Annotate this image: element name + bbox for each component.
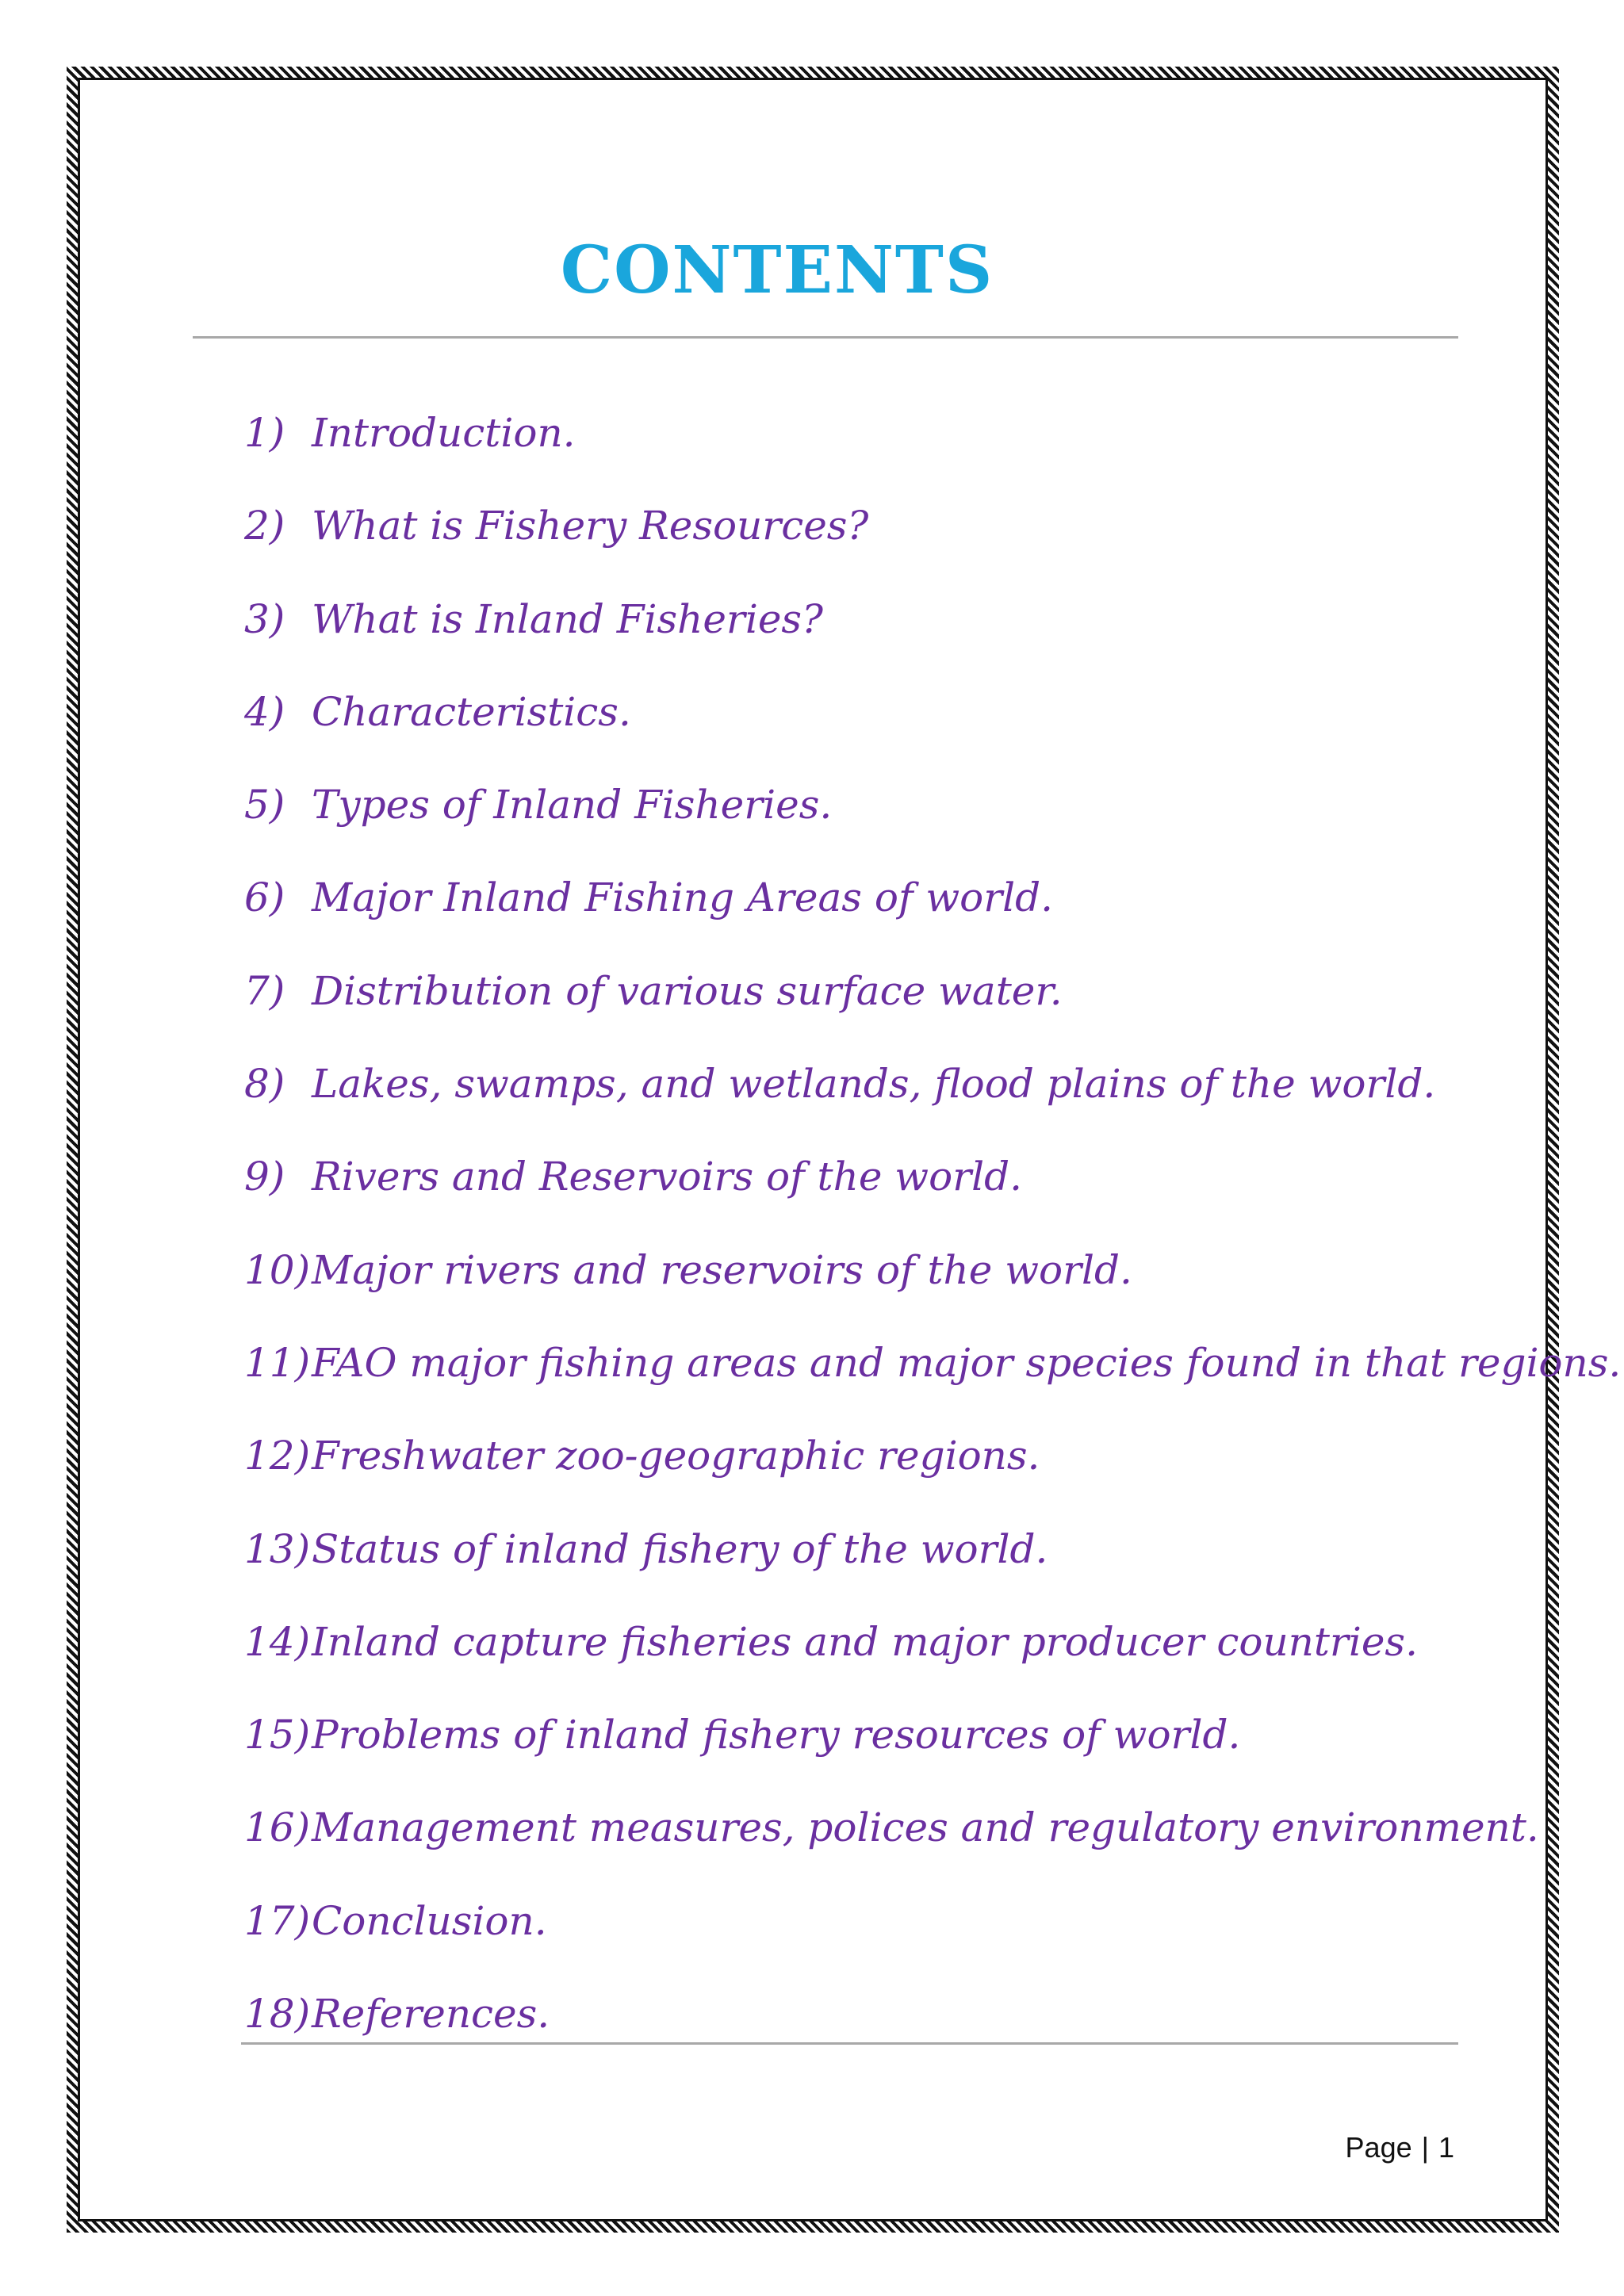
toc-number: 5) <box>244 782 285 828</box>
toc-item-17 <box>244 1891 1621 1984</box>
toc-text: References. <box>312 1991 550 2038</box>
toc-number: 15) <box>244 1712 311 1758</box>
toc-text: FAO major fishing areas and major species found in that regions. <box>312 1339 1622 1386</box>
toc-text: Management measures, polices and regulatory environment. <box>312 1804 1539 1851</box>
toc-number: 14) <box>244 1618 311 1665</box>
toc-item-12 <box>244 1425 1621 1518</box>
toc-text: Rivers and Reservoirs of the world. <box>312 1154 1022 1200</box>
toc-text: Introduction. <box>312 410 576 456</box>
toc-number: 12) <box>244 1433 311 1479</box>
title-divider <box>193 336 1458 339</box>
footer-divider <box>241 2042 1458 2045</box>
toc-number: 6) <box>244 874 285 921</box>
table-of-contents <box>244 403 1621 2076</box>
toc-item-15 <box>244 1705 1621 1797</box>
toc-number: 1) <box>244 410 285 456</box>
toc-item-13 <box>244 1519 1621 1612</box>
page-separator: | <box>1421 2131 1429 2164</box>
toc-text: Major rivers and reservoirs of the world. <box>312 1246 1132 1293</box>
toc-number: 18) <box>244 1991 311 2038</box>
toc-item-9 <box>244 1146 1621 1239</box>
toc-number: 3) <box>244 595 285 642</box>
toc-text: What is Inland Fisheries? <box>312 595 823 642</box>
toc-number: 11) <box>244 1339 311 1386</box>
toc-number: 4) <box>244 688 285 735</box>
toc-number: 9) <box>244 1154 285 1200</box>
page-label: Page <box>1345 2131 1412 2164</box>
toc-item-1 <box>244 403 1621 496</box>
toc-number: 2) <box>244 503 285 549</box>
toc-text: Inland capture fisheries and major producer countries. <box>312 1618 1418 1665</box>
toc-text: Status of inland fishery of the world. <box>312 1525 1048 1572</box>
toc-text: Distribution of various surface water. <box>312 967 1063 1014</box>
toc-text: Major Inland Fishing Areas of world. <box>312 874 1054 921</box>
toc-text: Problems of inland fishery resources of world. <box>312 1712 1241 1758</box>
toc-item-14 <box>244 1612 1621 1705</box>
toc-item-2 <box>244 496 1621 588</box>
page-title: CONTENTS <box>560 232 994 308</box>
toc-item-7 <box>244 961 1621 1054</box>
toc-text: Types of Inland Fisheries. <box>312 782 833 828</box>
toc-number: 17) <box>244 1897 311 1944</box>
toc-item-10 <box>244 1240 1621 1333</box>
toc-number: 16) <box>244 1804 311 1851</box>
toc-text: Characteristics. <box>312 688 631 735</box>
toc-item-4 <box>244 682 1621 775</box>
page-number: 1 <box>1438 2131 1454 2164</box>
toc-number: 10) <box>244 1246 311 1293</box>
toc-item-3 <box>244 589 1621 682</box>
toc-text: What is Fishery Resources? <box>312 503 869 549</box>
toc-item-18 <box>244 1984 1621 2076</box>
toc-text: Freshwater zoo-geographic regions. <box>312 1433 1040 1479</box>
toc-number: 7) <box>244 967 285 1014</box>
page-footer <box>1346 2131 1454 2164</box>
toc-item-5 <box>244 775 1621 867</box>
toc-item-6 <box>244 867 1621 960</box>
toc-text: Conclusion. <box>312 1897 547 1944</box>
toc-text: Lakes, swamps, and wetlands, flood plains of the world. <box>312 1061 1436 1108</box>
toc-number: 13) <box>244 1525 311 1572</box>
toc-number: 8) <box>244 1061 285 1108</box>
toc-item-16 <box>244 1797 1621 1890</box>
toc-item-11 <box>244 1333 1621 1425</box>
toc-item-8 <box>244 1054 1621 1146</box>
